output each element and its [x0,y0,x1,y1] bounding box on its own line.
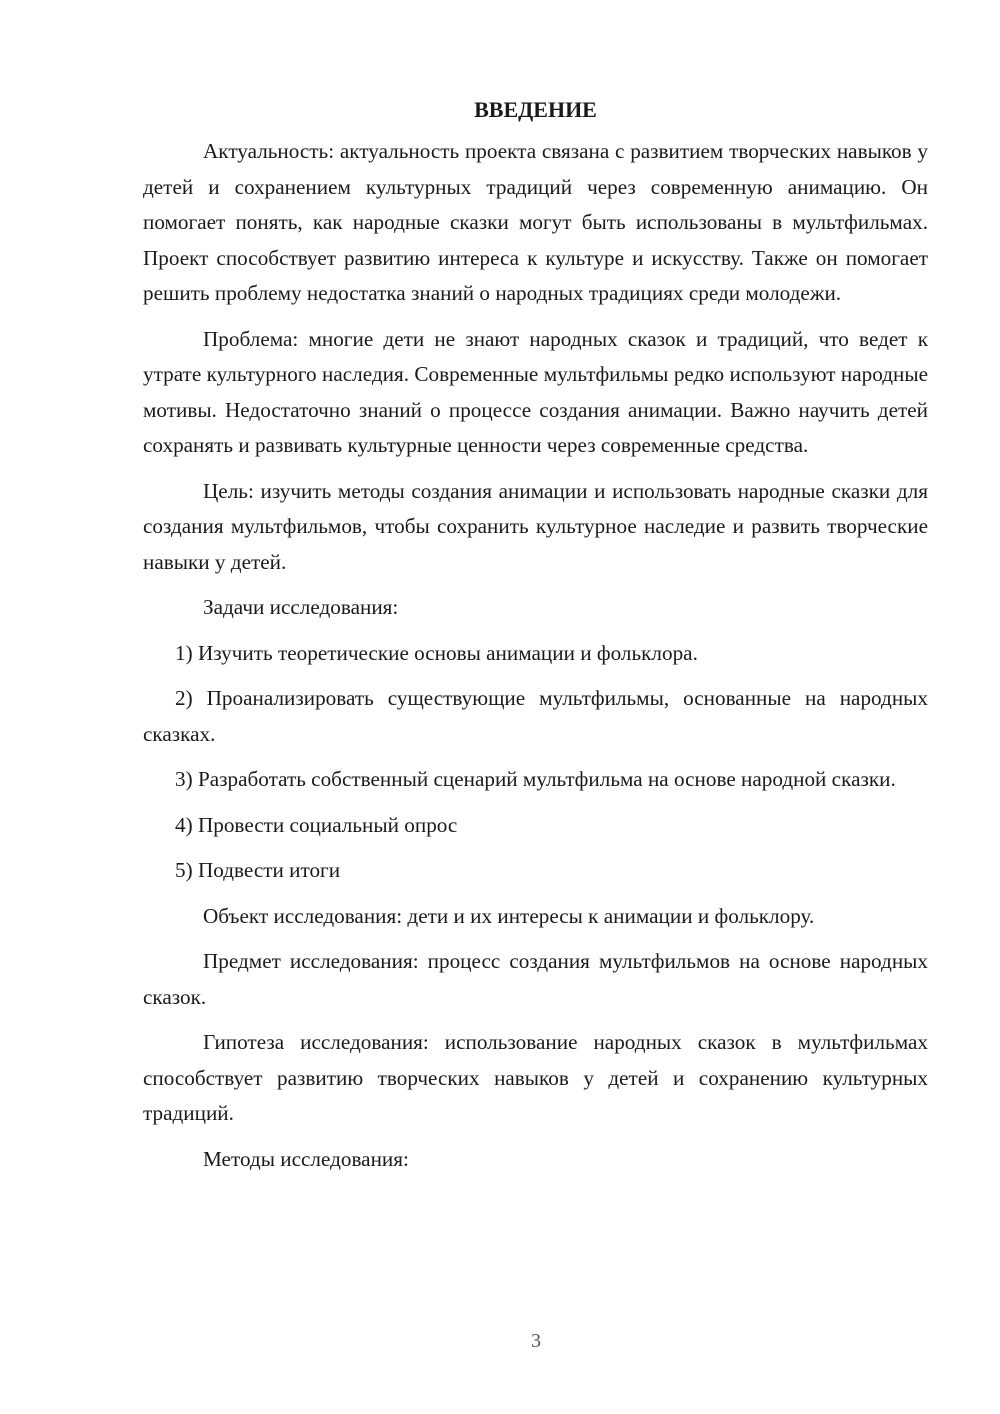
document-body [143,94,928,1187]
section-heading: ВВЕДЕНИЕ [474,97,597,122]
paragraph-hypothesis: Гипотеза исследования: использование народных сказок в мультфильмах способствует развитию творческих навыков у детей и сохранению культурных традиций. [143,1030,928,1125]
paragraph-problem: Проблема: многие дети не знают народных сказок и традиций, что ведет к утрате культурного наследия. Современные мультфильмы редко используют народные мотивы. Недостаточно знаний о процессе создания анимации. Важно научить детей сохранять и развивать культурные ценности через современные средства. [143,326,928,457]
task-item-2: 2) Проанализировать существующие мультфильмы, основанные на народных сказках. [143,686,928,746]
paragraph-object: Объект исследования: дети и их интересы к анимации и фольклору. [203,903,815,928]
paragraph-goal: Цель: изучить методы создания анимации и использовать народные сказки для создания мультфильмов, чтобы сохранить культурное наследие и развить творческие навыки у детей. [143,478,928,574]
page-number: 3 [531,1330,541,1352]
task-item-3: 3) Разработать собственный сценарий мультфильма на основе народной сказки. [175,767,896,791]
task-item-5: 5) Подвести итоги [175,858,341,882]
paragraph-tasks-heading: Задачи исследования: [203,595,399,619]
paragraph-subject: Предмет исследования: процесс создания мультфильмов на основе народных сказок. [143,949,928,1009]
task-item-4: 4) Провести социальный опрос [175,812,458,837]
task-item-1: 1) Изучить теоретические основы анимации и фольклора. [175,640,698,665]
paragraph-methods: Методы исследования: [203,1146,409,1171]
paragraph-relevance: Актуальность: актуальность проекта связана с развитием творческих навыков у детей и сохранением культурных традиций через современную анимацию. Он помогает понять, как народные сказки могут быть использованы в мультфильмах. Проект способствует развитию интереса к культуре и искусству. Также он помогает решить проблему недостатка знаний о народных традициях среди молодежи. [143,139,928,305]
